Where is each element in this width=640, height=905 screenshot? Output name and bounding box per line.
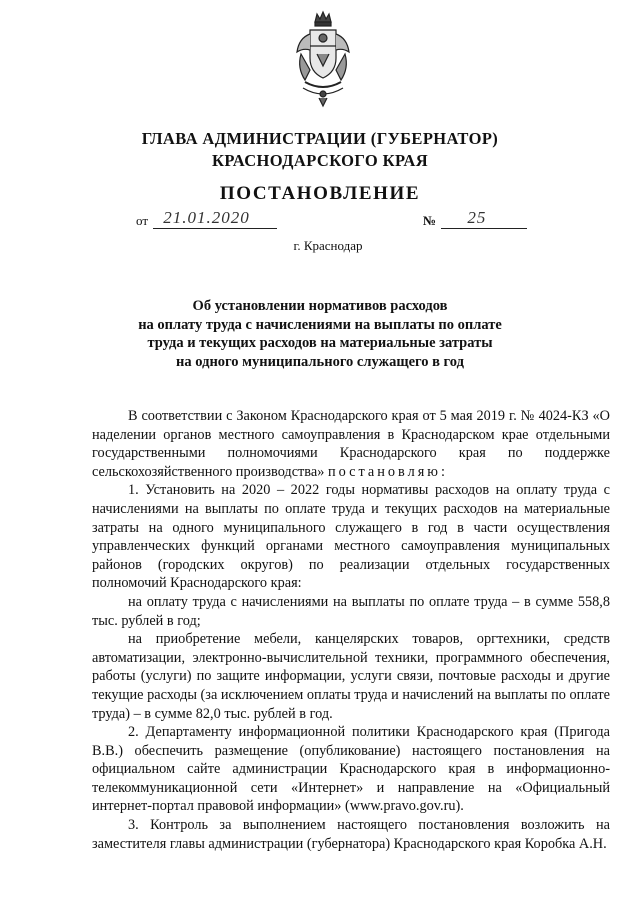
coat-of-arms-icon (293, 8, 353, 108)
date-block (136, 208, 277, 229)
authority-title: ГЛАВА АДМИНИСТРАЦИИ (ГУБЕРНАТОР) (141, 129, 499, 148)
subject-line: Об установлении нормативов расходов (192, 298, 448, 314)
subject-heading (0, 297, 640, 371)
document-type: ПОСТАНОВЛЕНИЕ (219, 183, 421, 204)
clause-1-paragraph: 1. Установить на 2020 – 2022 годы нормативы расходов на оплату труда с начислениями на выплаты по оплате труда и текущих расходов на материальные затраты на одного муниципального служащего в год в части осуществления управленческих функций органами местного самоуправления муниципальных районов (городских округов) по реализации отдельных государственных полномочий Краснодарского края: (92, 482, 610, 592)
preamble-text: В соответствии с Законом Краснодарского края от 5 мая 2019 г. № 4024-КЗ «О наделении органов местного самоуправления в Краснодарском крае отдельными государственными полномочиями Краснодарского края по поддержке сельскохозяйственного производства» (92, 408, 610, 480)
document-body (92, 407, 610, 853)
region-title: КРАСНОДАРСКОГО КРАЯ (211, 151, 429, 170)
clause-2-paragraph: 2. Департаменту информационной политики Краснодарского края (Пригода В.В.) обеспечить размещение (опубликование) настоящего постановления на официальном сайте администрации Краснодарского края в информационно-телекоммуникационной сети «Интернет» и направление на «Официальный интернет-портал правовой информации» (www.pravo.gov.ru). (92, 724, 610, 815)
resolution-word: постановляю: (327, 463, 448, 480)
date-value: 21.01.2020 (163, 208, 250, 227)
preamble-paragraph (92, 407, 610, 481)
number-value: 25 (467, 208, 487, 227)
subject-line: труда и текущих расходов на материальные затраты (147, 335, 493, 351)
subject-line: на одного муниципального служащего в год (176, 353, 464, 370)
number-block (423, 208, 527, 229)
subject-line: на оплату труда с начислениями на выплаты по оплате (138, 316, 502, 333)
clause-1-expenses-paragraph: на приобретение мебели, канцелярских товаров, оргтехники, средств автоматизации, электронно-вычислительной техники, программного обеспечения, работы (услуги) по защите информации, услуги связи, почтовые расходы и другие текущие расходы (за исключением оплаты труда и начислений на выплаты по оплате труда) – в сумме 82,0 тыс. рублей в год. (92, 631, 610, 722)
date-label: от (136, 213, 149, 228)
number-label: № (423, 213, 437, 228)
clause-1-salary-paragraph: на оплату труда с начислениями на выплаты по оплате труда – в сумме 558,8 тыс. рублей в год; (92, 593, 610, 629)
city: г. Краснодар (293, 238, 363, 253)
clause-3-paragraph: 3. Контроль за выполнением настоящего постановления возложить на заместителя главы администрации (губернатора) Краснодарского края Коробка А.Н. (92, 817, 610, 852)
